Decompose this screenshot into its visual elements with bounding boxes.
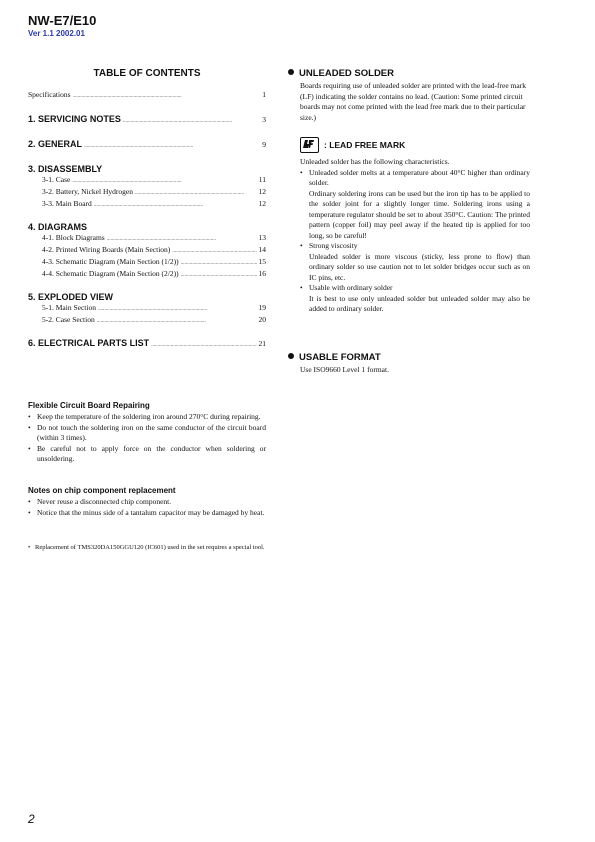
bullet-icon [288,353,294,359]
toc-section-label: 3. DISASSEMBLY [28,164,103,174]
list-item: • Never reuse a disconnected chip component. [28,497,266,508]
toc-entry-page: 3 [262,115,266,124]
toc-section-heading[interactable] [28,113,266,128]
model-title: NW-E7/E10 [28,13,97,28]
toc-entry-label: Specifications [28,90,71,99]
toc-leader [73,90,261,102]
toc-title: TABLE OF CONTENTS [93,68,201,79]
toc-entry-label: 4-3. Schematic Diagram (Main Section (1/2)) [42,257,179,266]
toc-entry-page: 9 [262,140,266,149]
toc-section-label: 1. SERVICING NOTES [28,114,121,124]
special-tool-note [28,543,266,552]
list-item [300,168,530,242]
toc-entry[interactable] [28,187,266,199]
toc-leader [172,245,256,257]
toc-entry-page: 21 [258,339,266,348]
list-item [300,283,530,315]
toc-entry-page: 20 [258,315,266,324]
toc-entry-page: 14 [258,245,266,254]
usable-format-paragraph: Use ISO9660 Level 1 format. [300,365,389,374]
toc-section-label: 6. ELECTRICAL PARTS LIST [28,338,150,348]
toc-leader [72,175,256,187]
toc-entry-label: 4-4. Schematic Diagram (Main Section (2/2)) [42,269,179,278]
unleaded-solder-paragraph: Boards requiring use of unleaded solder are printed with the lead-free mark (LF) indicating the solder contains no lead. (Caution: Some printed circuit boards may not come printed with the lead free mark due to their particular size.) [300,81,526,122]
lead-free-mark-label: : LEAD FREE MARK [324,140,406,150]
toc-section-label: 2. GENERAL [28,139,83,149]
toc-sections [28,113,266,352]
toc-entry[interactable] [28,175,266,187]
unleaded-solder-heading [288,68,530,79]
toc-entry[interactable] [28,303,266,315]
list-item-head: Unleaded solder melts at a temperature about 40°C higher than ordinary solder. [309,167,530,187]
lead-free-mark [300,137,530,153]
toc-section [28,163,266,211]
toc-entry[interactable] [28,315,266,327]
toc-entry[interactable] [28,257,266,269]
toc-entry[interactable] [28,269,266,281]
toc-leader [107,233,257,245]
toc-entry-label: 4-2. Printed Wiring Boards (Main Section) [42,245,171,254]
toc-entry[interactable] [28,199,266,211]
list-item-body: Ordinary soldering irons can be used but the iron tip has to be applied to the solder joint for a slightly longer time. Soldering irons using a temperature regulator should be set to about 350°C. Caution: The printed pattern (copper foil) may peel away if the heated tip is applied for too long, so be careful! [309,188,530,240]
toc-leader [84,139,260,153]
toc-section [28,138,266,153]
toc-entry-label: 5-1. Main Section [42,303,96,312]
flexible-board-notes [28,401,266,465]
toc-section [28,291,266,327]
list-item: • Keep the temperature of the soldering iron around 270°C during repairing. [28,412,266,423]
toc-section-heading[interactable] [28,337,266,352]
toc-leader [181,269,257,281]
toc-entry[interactable] [28,233,266,245]
list-item-body: Unleaded solder is more viscous (sticky, less prone to flow) than ordinary solder so use caution not to let solder bridges occur such as on IC pins, etc. [309,251,530,282]
toc-entry-label: 4-1. Block Diagrams [42,233,105,242]
toc-entry[interactable] [28,245,266,257]
list-item: • Do not touch the soldering iron on the same conductor of the circuit board (within 3 times). [28,423,266,444]
usable-format-section [288,352,530,376]
toc-entry-label: 5-2. Case Section [42,315,95,324]
list-item [300,241,530,283]
flexible-board-title: Flexible Circuit Board Repairing [28,401,150,410]
unleaded-characteristics-list [300,168,530,315]
toc-leader [123,114,260,128]
list-item-head: Strong viscosity [309,241,358,250]
toc-leader [181,257,257,269]
toc-section-label: 5. EXPLODED VIEW [28,292,114,302]
chip-notes-list [28,497,266,518]
toc-entry-label: 3-2. Battery, Nickel Hydrogen [42,187,133,196]
toc-leader [135,187,257,199]
toc-leader [94,199,257,211]
toc-entry-page: 12 [258,199,266,208]
toc-section [28,113,266,128]
toc-entry-label: 3-3. Main Board [42,199,92,208]
usable-format-heading [288,352,530,363]
usable-format-title: USABLE FORMAT [299,352,381,363]
toc-section-heading[interactable] [28,138,266,153]
toc-entry-page: 15 [258,257,266,266]
list-item: • Replacement of TMS320DA150GGU120 (IC601) used in the set requires a special tool. [28,543,266,552]
toc-section-label: 4. DIAGRAMS [28,222,88,232]
unleaded-solder-section [288,68,530,315]
toc-entry-page: 19 [258,303,266,312]
toc-section-heading[interactable] [28,163,266,175]
toc-entry-page: 12 [258,187,266,196]
unleaded-intro: Unleaded solder has the following characteristics. [300,157,450,166]
chip-notes-title: Notes on chip component replacement [28,486,176,495]
toc-section-heading[interactable] [28,291,266,303]
toc-leader [98,303,257,315]
table-of-contents [28,68,266,362]
toc-entry-specifications[interactable] [28,90,266,102]
toc-leader [97,315,257,327]
page-number: 2 [28,812,35,826]
list-item-head: Usable with ordinary solder [309,283,393,292]
toc-entry-label: 3-1. Case [42,175,71,184]
list-item: • Be careful not to apply force on the conductor when soldering or unsoldering. [28,444,266,465]
toc-entry-page: 1 [262,90,266,99]
toc-section [28,337,266,352]
lead-free-logo-icon [300,137,319,153]
list-item: • Notice that the minus side of a tantalum capacitor may be damaged by heat. [28,508,266,519]
version-label: Ver 1.1 2002.01 [28,29,85,38]
toc-section-heading[interactable] [28,221,266,233]
toc-entry-page: 16 [258,269,266,278]
list-item-body: It is best to use only unleaded solder but unleaded solder may also be added to ordinary solder. [309,293,530,313]
bullet-icon [288,69,294,75]
toc-entry-page: 13 [258,233,266,242]
chip-replacement-notes [28,486,266,518]
unleaded-solder-title: UNLEADED SOLDER [299,68,395,79]
toc-entry-page: 11 [258,175,266,184]
toc-section [28,221,266,281]
toc-leader [151,338,256,352]
flexible-board-list [28,412,266,465]
